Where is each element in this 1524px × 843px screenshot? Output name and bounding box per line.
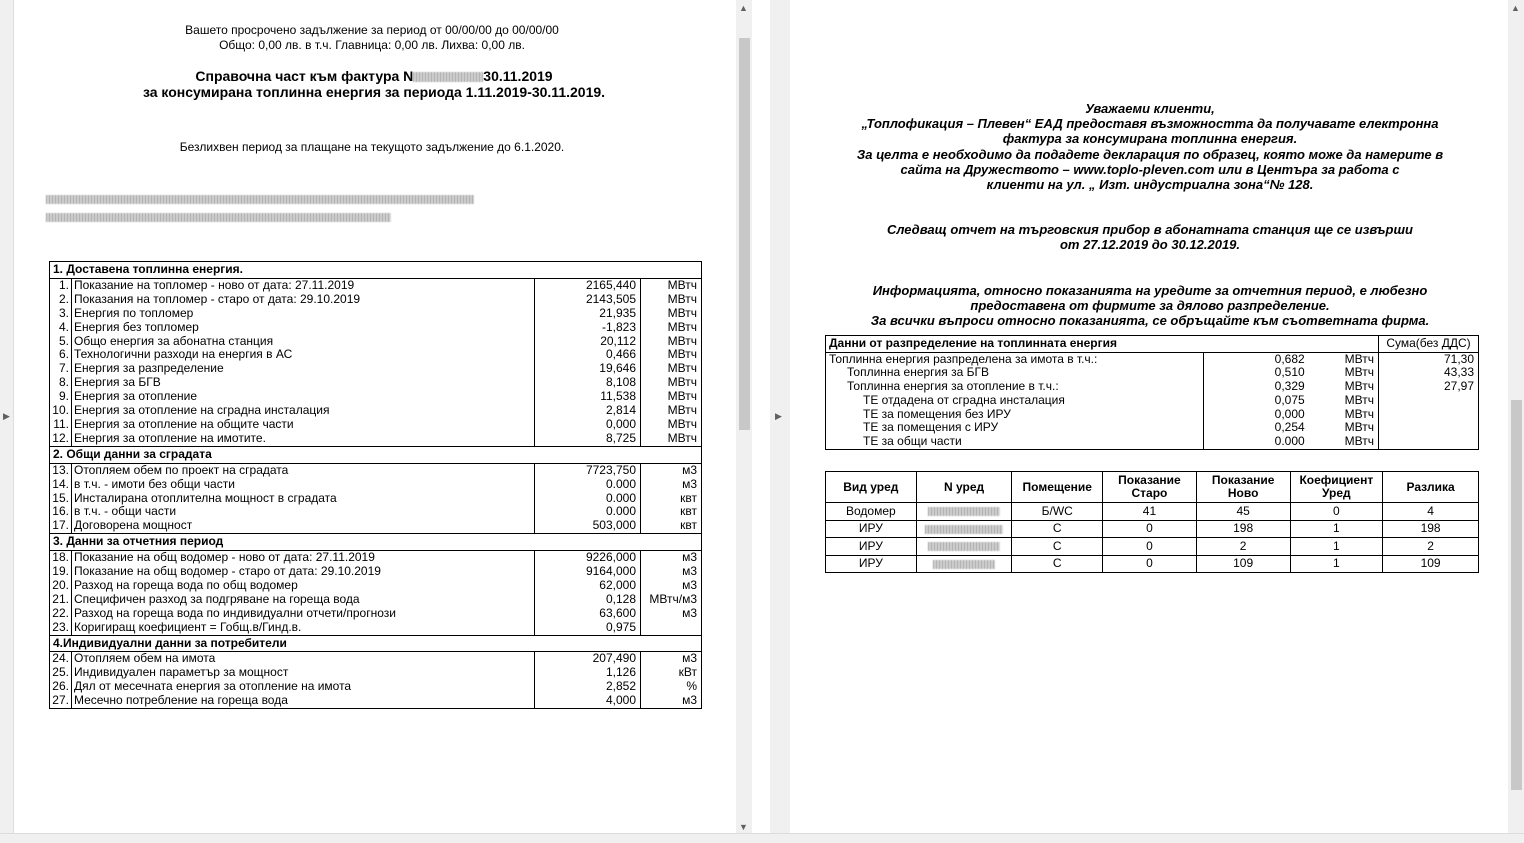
report-line: от 27.12.2019 до 30.12.2019. [1059,237,1241,253]
row-unit: м3 [641,579,702,593]
row-value: 63,600 [535,607,641,621]
row-number: 4. [50,321,72,335]
scrollbar-thumb[interactable] [739,38,750,430]
row-number: 13. [50,463,72,477]
row-unit: МВтч [641,293,702,307]
table-row [50,307,702,321]
row-number: 18. [50,551,72,565]
section-header [50,635,702,652]
distribution-unit: МВтч [1309,380,1379,394]
distribution-sum: 43,33 [1379,366,1479,380]
row-value: 4,000 [535,694,641,708]
distribution-unit: МВтч [1309,366,1379,380]
row-unit: МВтч [641,418,702,432]
distribution-desc: Топлинна енергия разпределена за имота в т.ч.: [826,352,1204,366]
device-old-reading: 0 [1103,520,1197,538]
row-description: Показания на топломер - старо от дата: 29.10.2019 [71,293,534,307]
row-number: 24. [50,652,72,666]
distribution-row [826,394,1479,408]
distribution-table [825,335,1479,450]
devices-column-header: Показание Ново [1196,472,1290,503]
row-value: 2,814 [535,404,641,418]
table-row [50,621,702,635]
row-unit: квт [641,505,702,519]
device-new-reading: 198 [1196,520,1290,538]
devices-column-header: Помещение [1012,472,1103,503]
distribution-desc: ТЕ за помещения с ИРУ [826,421,1204,435]
pane-divider[interactable] [770,0,790,843]
row-number: 9. [50,390,72,404]
row-description: Енергия без топломер [71,321,534,335]
row-value: 0.000 [535,492,641,506]
next-reading-note [790,222,1510,252]
row-description: Енергия за БГВ [71,376,534,390]
row-value: 11,538 [535,390,641,404]
row-description: Енергия за отопление на сградна инсталация [71,404,534,418]
distribution-unit: МВтч [1309,435,1379,449]
distribution-sum: 71,30 [1379,352,1479,366]
scrollbar-thumb-right[interactable] [1511,400,1522,790]
info-line: Информацията, относно показанията на уредите за отчетния период, е любезно [872,283,1428,298]
row-description: Специфичен разход за подгряване на гореща вода [71,593,534,607]
distribution-desc: ТЕ за помещения без ИРУ [826,408,1204,422]
distribution-value: 0.000 [1203,435,1309,449]
row-description: Месечно потребление на гореща вода [71,694,534,708]
device-row [826,538,1479,556]
notice-line: Уважаеми клиенти, [1085,101,1215,116]
row-unit: м3 [641,607,702,621]
row-description: Разход на гореща вода по индивидуални отчети/прогнози [71,607,534,621]
row-unit: МВтч [641,307,702,321]
row-value: 503,000 [535,519,641,533]
row-number: 15. [50,492,72,506]
distribution-desc: ТЕ отдадена от сградна инсталация [826,394,1204,408]
distribution-row [826,421,1479,435]
bottom-edge [0,833,1524,843]
table-row [50,579,702,593]
invoice-title-period: за консумирана топлинна енергия за периода 1.11.2019-30.11.2019. [142,84,606,100]
row-number: 16. [50,505,72,519]
row-description: Енергия за отопление [71,390,534,404]
row-value: 0.000 [535,505,641,519]
row-value: 8,108 [535,376,641,390]
row-value: 8,725 [535,432,641,446]
device-difference: 198 [1383,520,1479,538]
row-number: 19. [50,565,72,579]
distribution-value: 0,329 [1274,379,1305,394]
devices-column-header: Вид уред [826,472,917,503]
row-value: 9164,000 [535,565,641,579]
distribution-desc: Топлинна енергия за БГВ [826,366,1204,380]
redacted-device-number [933,560,995,569]
device-room: С [1012,555,1103,573]
row-unit: квт [641,519,702,533]
section-title: 4.Индивидуални данни за потребители [50,635,702,652]
collapse-arrow-icon[interactable]: ▶ [775,411,782,421]
row-value: -1,823 [535,321,641,335]
device-new-reading: 109 [1196,555,1290,573]
row-number: 5. [50,335,72,349]
table-row [50,293,702,307]
row-value: 21,935 [535,307,641,321]
left-edge [0,0,14,843]
table-row [50,432,702,446]
device-type: ИРУ [826,538,917,556]
device-coefficient: 1 [1290,538,1383,556]
row-description: в т.ч. - общи части [71,505,534,519]
row-description: Индивидуален параметър за мощност [71,666,534,680]
row-number: 20. [50,579,72,593]
device-room: Б/WC [1012,503,1103,521]
distribution-sum [1379,408,1479,422]
device-difference: 2 [1383,538,1479,556]
row-unit [641,621,702,635]
row-description: Енергия за разпределение [71,362,534,376]
row-value: 20,112 [535,335,641,349]
report-line: Следващ отчет на търговския прибор в абонатната станция ще се извърши [886,222,1414,237]
info-line: За всички въпроси относно показанията, се обръщайте към съответната фирма. [870,313,1430,329]
device-number-redacted [916,503,1012,521]
row-description: Разход на гореща вода по общ водомер [71,579,534,593]
section-title: 3. Данни за отчетния период [50,534,702,551]
row-description: Показание на общ водомер - ново от дата: 27.11.2019 [71,551,534,565]
row-unit: м3 [641,694,702,708]
section-header [50,534,702,551]
devices-table [825,471,1479,573]
row-description: Договорена мощност [71,519,534,533]
distribution-value: 0,254 [1274,420,1305,435]
row-number: 10. [50,404,72,418]
table-row [50,376,702,390]
row-unit: кВт [641,666,702,680]
row-unit: м3 [641,463,702,477]
table-row [50,404,702,418]
distribution-desc: Топлинна енергия за отопление в т.ч.: [826,380,1204,394]
distribution-value: 0,682 [1274,351,1305,366]
table-row [50,278,702,292]
row-description: Дял от месечната енергия за отопление на имота [71,680,534,694]
devices-column-header: N уред [916,472,1012,503]
distribution-unit: МВтч [1309,352,1379,366]
device-old-reading: 0 [1103,555,1197,573]
table-row [50,463,702,477]
e-invoice-notice [790,101,1510,192]
payment-note: Безлихвен период за плащане на текущото задължение до 6.1.2020. [179,140,565,154]
readings-info-note [790,283,1510,329]
section-title: 2. Общи данни за сградата [50,446,702,463]
row-description: Показание на общ водомер - старо от дата: 29.10.2019 [71,565,534,579]
device-room: С [1012,520,1103,538]
device-number-redacted [916,555,1012,573]
row-value: 2,852 [535,680,641,694]
device-difference: 4 [1383,503,1479,521]
row-number: 7. [50,362,72,376]
notice-line: За целта е необходимо да подадете декларация по образец, която може да намерите в [856,146,1444,162]
device-number-redacted [916,538,1012,556]
row-number: 25. [50,666,72,680]
row-value: 2143,505 [535,293,641,307]
row-number: 12. [50,432,72,446]
row-value: 0,000 [535,418,641,432]
device-type: ИРУ [826,520,917,538]
table-row [50,607,702,621]
section-title: 1. Доставена топлинна енергия. [50,262,702,279]
row-number: 21. [50,593,72,607]
table-row [50,551,702,565]
table-row [50,565,702,579]
table-row [50,694,702,708]
table-row [50,418,702,432]
table-row [50,492,702,506]
notice-line: „Топлофикация – Плевен“ ЕАД предоставя възможността да получавате електронна [861,116,1439,132]
overdue-total: Общо: 0,00 лв. в т.ч. Главница: 0,00 лв. Лихва: 0,00 лв. [219,38,525,52]
redacted-address [46,192,474,224]
row-unit: МВтч [641,362,702,376]
device-row [826,503,1479,521]
row-unit: МВтч [641,335,702,349]
row-value: 9226,000 [535,551,641,565]
row-value: 0,466 [535,348,641,362]
distribution-row [826,352,1479,366]
row-unit: квт [641,492,702,506]
row-unit: МВтч [641,278,702,292]
row-unit: МВтч [641,432,702,446]
distribution-header: Данни от разпределение на топлинната енергия [826,336,1379,353]
section-header [50,446,702,463]
row-value: 207,490 [535,652,641,666]
right-page [790,0,1504,833]
notice-line: фактура за консумирана топлинна енергия. [1002,131,1298,147]
table-row [50,652,702,666]
invoice-title-prefix: Справочна част към фактура N [195,68,414,84]
distribution-value: 0,075 [1274,392,1305,407]
left-vertical-scrollbar[interactable] [736,0,752,833]
device-type: ИРУ [826,555,917,573]
distribution-row [826,380,1479,394]
distribution-row [826,366,1479,380]
row-value: 62,000 [535,579,641,593]
table-row [50,666,702,680]
distribution-sum [1379,435,1479,449]
left-page [14,0,736,833]
device-new-reading: 2 [1196,538,1290,556]
device-row [826,555,1479,573]
row-description: Коригиращ коефициент = Гобщ.в/Гинд.в. [71,621,534,635]
row-unit: МВтч [641,376,702,390]
distribution-value: 0,000 [1274,406,1305,421]
device-coefficient: 0 [1290,503,1383,521]
scroll-up-icon-right[interactable]: ▲ [1511,3,1520,13]
row-number: 1. [50,278,72,292]
distribution-value: 0,510 [1274,365,1305,380]
row-description: Технологични разходи на енергия в АС [71,348,534,362]
table-row [50,321,702,335]
sum-header: Сума(без ДДС) [1379,336,1479,353]
row-number: 14. [50,478,72,492]
row-number: 6. [50,348,72,362]
row-unit: м3 [641,551,702,565]
row-number: 22. [50,607,72,621]
row-description: Енергия за отопление на имотите. [71,432,534,446]
scroll-left-icon[interactable]: ▶ [3,411,10,421]
device-coefficient: 1 [1290,520,1383,538]
table-row [50,335,702,349]
distribution-unit: МВтч [1309,394,1379,408]
device-room: С [1012,538,1103,556]
table-row [50,505,702,519]
row-description: Енергия за отопление на общите части [71,418,534,432]
device-type: Водомер [826,503,917,521]
table-row [50,593,702,607]
row-description: Отопляем обем по проект на сградата [71,463,534,477]
row-number: 3. [50,307,72,321]
distribution-sum [1379,421,1479,435]
devices-column-header: Коефициент Уред [1290,472,1383,503]
row-description: Енергия по топломер [71,307,534,321]
device-coefficient: 1 [1290,555,1383,573]
row-unit: МВтч/м3 [641,593,702,607]
distribution-sum: 27,97 [1379,380,1479,394]
device-number-redacted [916,520,1012,538]
row-number: 23. [50,621,72,635]
row-unit: МВтч [641,390,702,404]
table-row [50,390,702,404]
device-row [826,520,1479,538]
distribution-header-row [826,336,1479,353]
row-unit: МВтч [641,348,702,362]
row-unit: МВтч [641,404,702,418]
row-value: 19,646 [535,362,641,376]
row-value: 0.000 [535,478,641,492]
row-unit: м3 [641,478,702,492]
table-row [50,478,702,492]
redacted-device-number [928,542,1000,551]
row-unit: % [641,680,702,694]
notice-line: клиенти на ул. „ Изт. индустриална зона“№ 128. [986,177,1314,193]
distribution-row [826,408,1479,422]
row-unit: МВтч [641,321,702,335]
devices-column-header: Показание Старо [1103,472,1197,503]
table-row [50,519,702,533]
distribution-sum [1379,394,1479,408]
device-difference: 109 [1383,555,1479,573]
row-value: 1,126 [535,666,641,680]
redacted-invoice-number [413,72,483,82]
row-number: 2. [50,293,72,307]
row-unit: м3 [641,652,702,666]
devices-column-header: Разлика [1383,472,1479,503]
distribution-desc: ТЕ за общи части [826,435,1204,449]
row-value: 2165,440 [535,278,641,292]
table-row [50,680,702,694]
redacted-device-number [925,525,1003,534]
row-description: Общо енергия за абонатна станция [71,335,534,349]
redacted-device-number [928,507,1000,516]
row-value: 0,975 [535,621,641,635]
device-old-reading: 41 [1103,503,1197,521]
invoice-title-date: 30.11.2019 [483,68,553,84]
distribution-unit: МВтч [1309,408,1379,422]
row-number: 17. [50,519,72,533]
row-value: 7723,750 [535,463,641,477]
row-description: Отопляем обем на имота [71,652,534,666]
table-row [50,362,702,376]
row-number: 8. [50,376,72,390]
overdue-period: Вашето просрочено задължение за период от 00/00/00 до 00/00/00 [185,23,559,37]
invoice-title [14,68,734,100]
right-vertical-scrollbar[interactable] [1508,0,1524,833]
distribution-row [826,435,1479,449]
scroll-down-icon[interactable]: ▼ [739,822,748,832]
info-line: предоставена от фирмите за дялово разпределение. [970,298,1330,314]
section-header [50,262,702,279]
device-old-reading: 0 [1103,538,1197,556]
device-new-reading: 45 [1196,503,1290,521]
overdue-header [14,23,730,53]
distribution-unit: МВтч [1309,421,1379,435]
row-description: Показание на топломер - ново от дата: 27.11.2019 [71,278,534,292]
table-row [50,348,702,362]
row-value: 0,128 [535,593,641,607]
notice-line: сайта на Дружеството – www.toplo-pleven.com или в Центъра за работа с [900,161,1400,177]
row-unit: м3 [641,565,702,579]
row-number: 26. [50,680,72,694]
row-description: в т.ч. - имоти без общи части [71,478,534,492]
row-description: Инсталирана отоплителна мощност в сградата [71,492,534,506]
billing-details-table [49,261,702,709]
row-number: 11. [50,418,72,432]
scroll-up-icon[interactable]: ▲ [739,3,748,13]
row-number: 27. [50,694,72,708]
